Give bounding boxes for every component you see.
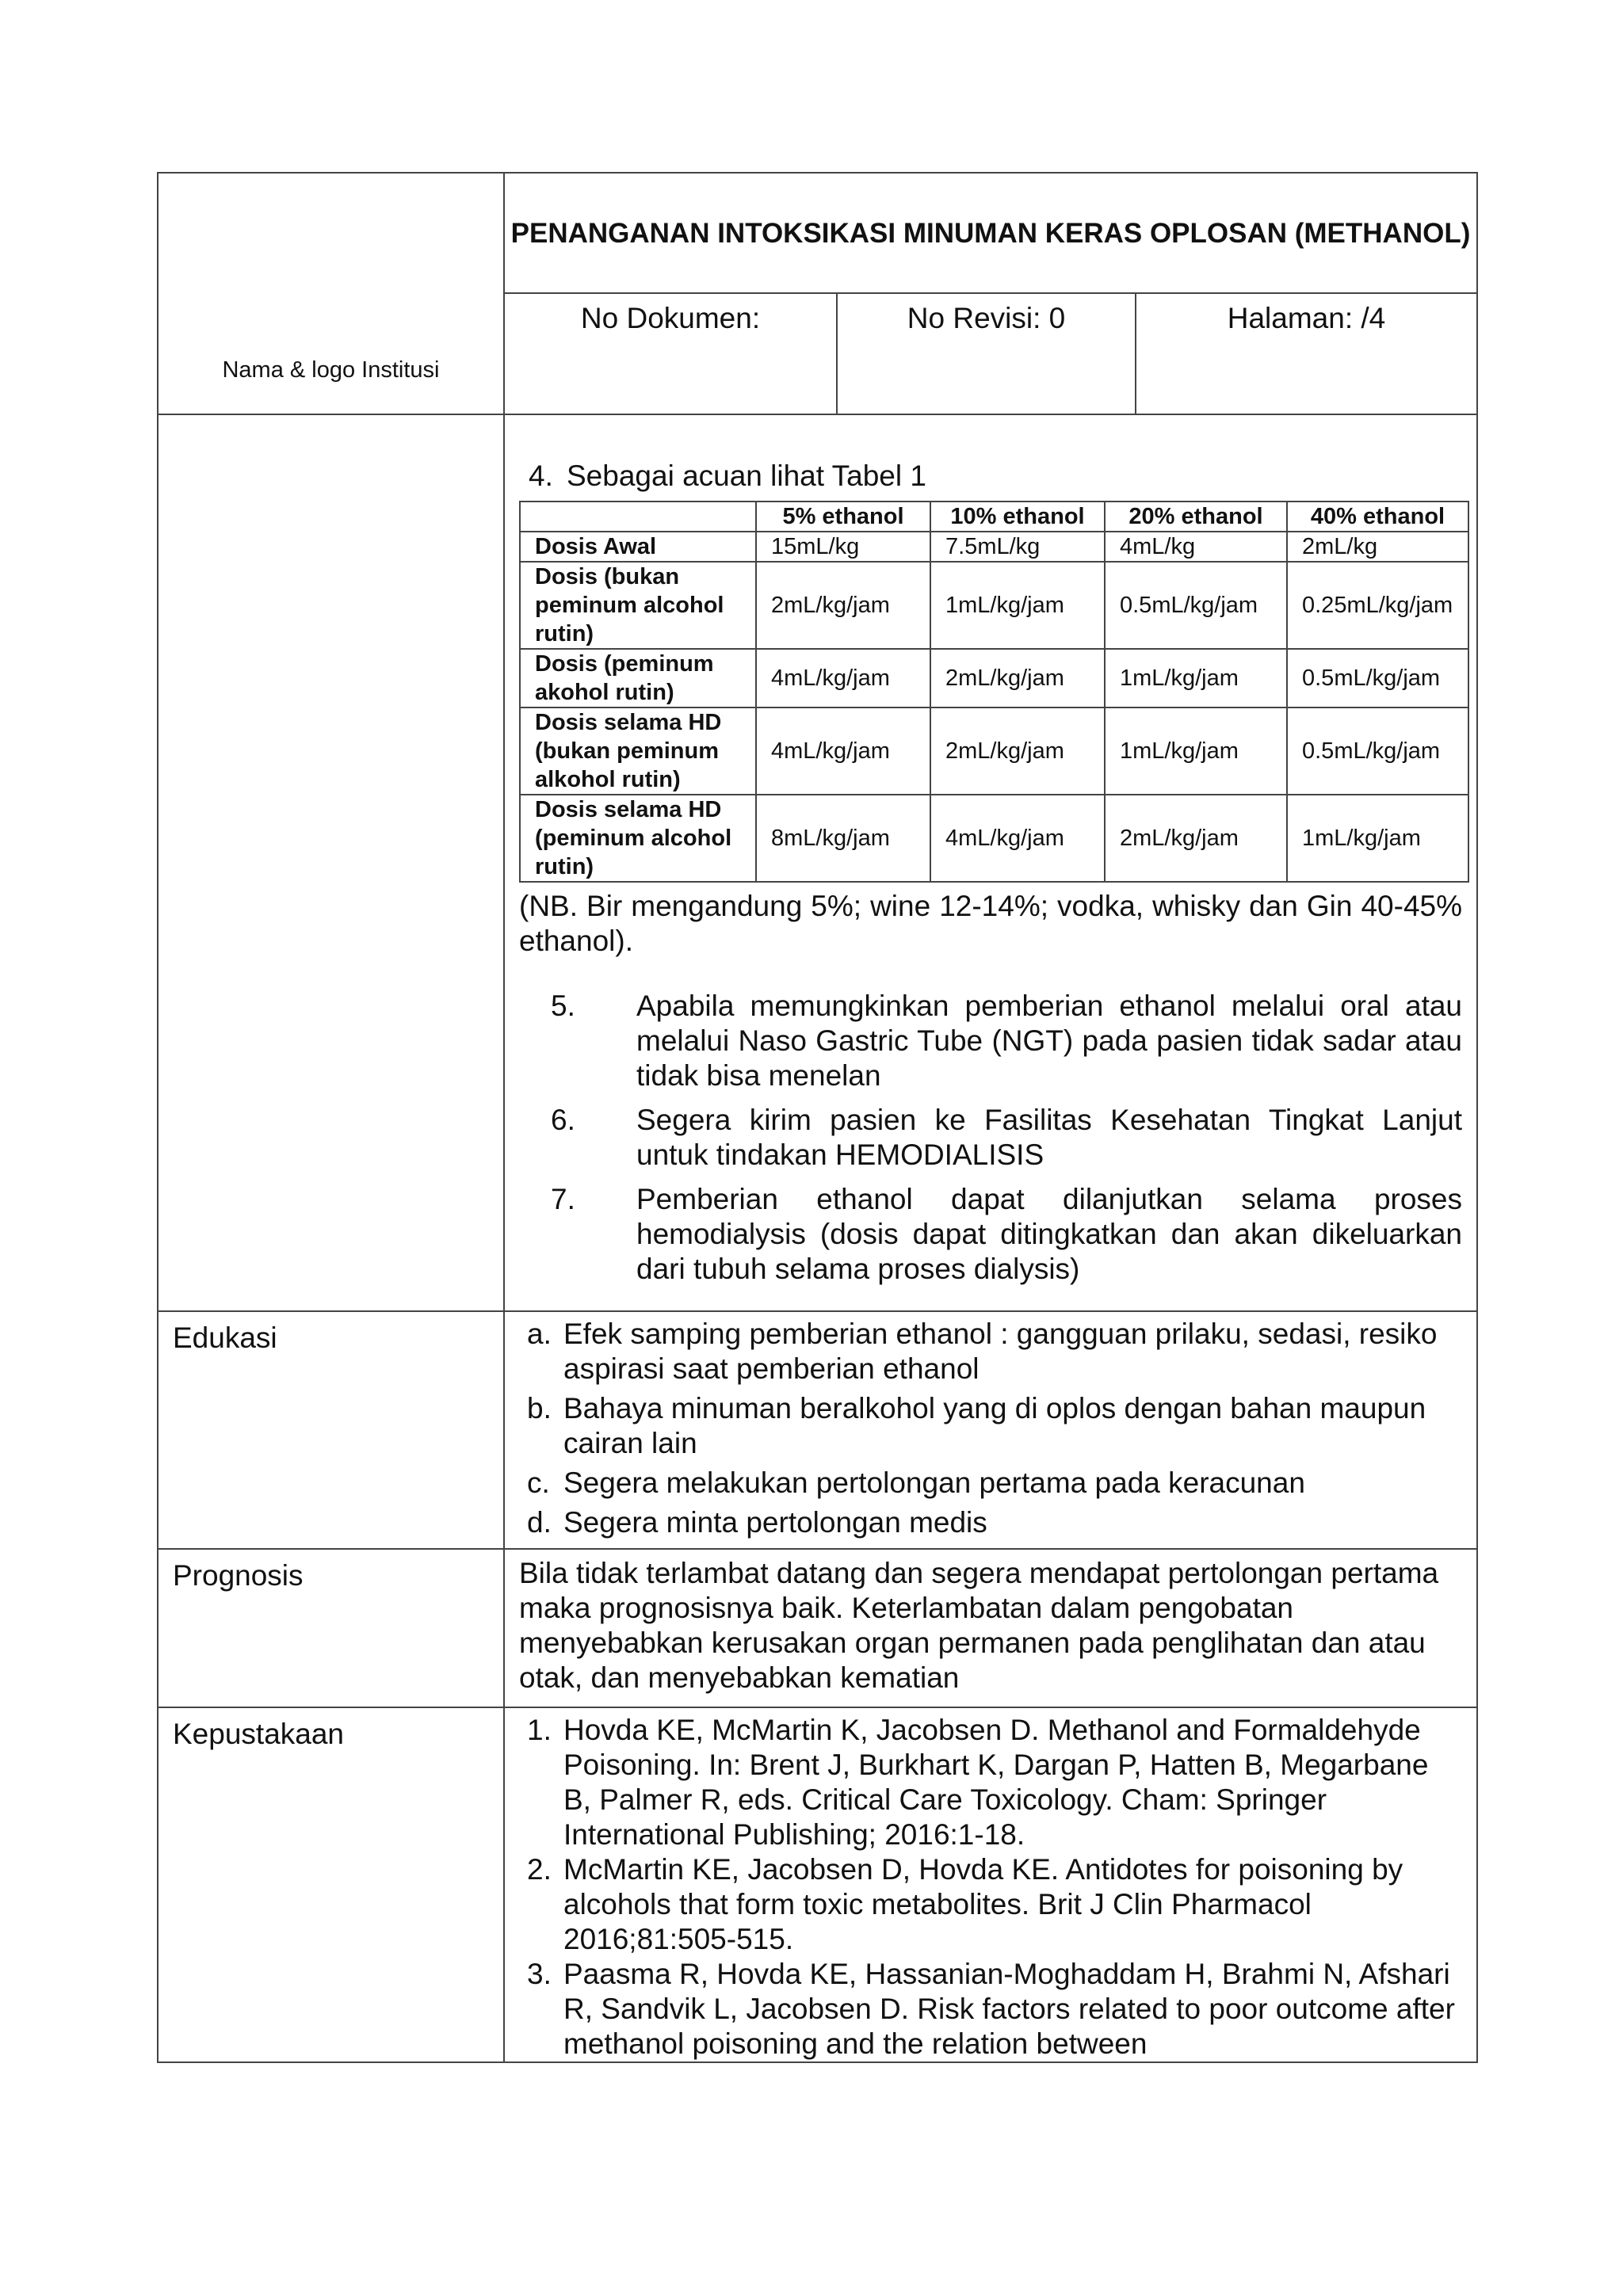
dose-row-label: Dosis selama HD (bukan peminum alkohol rutin) — [520, 707, 756, 795]
dose-table-row — [520, 707, 1468, 795]
prognosis-content-cell — [504, 1549, 1477, 1707]
reference-text: McMartin KE, Jacobsen D, Hovda KE. Antidotes for poisoning by alcohols that form toxic metabolites. Brit J Clin Pharmacol 2016;81:505-515. — [563, 1853, 1403, 1955]
item-text: Segera minta pertolongan medis — [563, 1506, 987, 1539]
dose-table-row — [520, 532, 1468, 562]
kepustakaan-label: Kepustakaan — [173, 1718, 345, 1750]
document-meta-row — [505, 294, 1476, 414]
item-letter: a. — [527, 1318, 552, 1350]
dose-cell: 7.5mL/kg — [930, 532, 1105, 562]
procedure-label-cell — [158, 414, 504, 1311]
dose-header-cell: 20% ethanol — [1105, 502, 1287, 532]
step-text: Pemberian ethanol dapat dilanjutkan selama proses hemodialysis (dosis dapat ditingkatkan dan akan dikeluarkan dari tubuh selama proses dialysis) — [636, 1183, 1462, 1285]
reference-text: Hovda KE, McMartin K, Jacobsen D. Methanol and Formaldehyde Poisoning. In: Brent J, Burkhart K, Dargan P, Hatten B, Megarbane B, Palmer R, eds. Critical Care Toxicology. Cham: Springer International Publishing; 2016:1-18. — [563, 1714, 1429, 1851]
edukasi-label-cell — [158, 1311, 504, 1549]
procedure-content-cell — [504, 414, 1477, 1311]
edukasi-item — [519, 1391, 1462, 1461]
ethanol-content-note: (NB. Bir mengandung 5%; wine 12-14%; vodka, whisky dan Gin 40-45% ethanol). — [519, 890, 1462, 957]
reference-item — [519, 1852, 1462, 1957]
dose-cell: 0.25mL/kg/jam — [1287, 562, 1468, 649]
kepustakaan-label-cell — [158, 1707, 504, 2062]
dose-table-row — [520, 562, 1468, 649]
reference-item — [519, 1957, 1462, 2061]
step-number: 5. — [551, 990, 575, 1022]
step-4 — [529, 460, 1462, 493]
edukasi-item — [519, 1317, 1462, 1386]
logo-cell — [158, 173, 504, 414]
reference-item — [519, 1713, 1462, 1852]
header-info-cell — [504, 173, 1477, 414]
dose-cell: 1mL/kg/jam — [930, 562, 1105, 649]
reference-text: Paasma R, Hovda KE, Hassanian-Moghaddam H, Brahmi N, Afshari R, Sandvik L, Jacobsen D. Risk factors related to poor outcome after methanol poisoning and the relation between — [563, 1958, 1455, 2060]
procedure-step — [519, 989, 1462, 1093]
logo-placeholder-text: Nama & logo Institusi — [222, 357, 440, 383]
item-text: Bahaya minuman beralkohol yang di oplos dengan bahan maupun cairan lain — [563, 1392, 1426, 1459]
dose-cell: 4mL/kg/jam — [756, 707, 930, 795]
dose-cell: 0.5mL/kg/jam — [1287, 649, 1468, 707]
dose-cell: 2mL/kg/jam — [930, 649, 1105, 707]
document-number: No Dokumen: — [505, 294, 838, 414]
dose-header-cell: 40% ethanol — [1287, 502, 1468, 532]
dose-header-cell — [520, 502, 756, 532]
dose-cell: 2mL/kg/jam — [756, 562, 930, 649]
dose-table-row — [520, 795, 1468, 882]
dose-cell: 1mL/kg/jam — [1105, 707, 1287, 795]
step-text: Sebagai acuan lihat Tabel 1 — [567, 460, 926, 492]
item-text: Efek samping pemberian ethanol : gangguan prilaku, sedasi, resiko aspirasi saat pemberian ethanol — [563, 1318, 1438, 1385]
reference-number: 2. — [527, 1853, 552, 1886]
dose-row-label: Dosis selama HD (peminum alcohol rutin) — [520, 795, 756, 882]
dose-table-row — [520, 649, 1468, 707]
header-row — [158, 173, 1477, 414]
item-letter: b. — [527, 1392, 552, 1425]
document-title: PENANGANAN INTOKSIKASI MINUMAN KERAS OPLOSAN (METHANOL) — [505, 174, 1476, 294]
procedure-step — [519, 1103, 1462, 1173]
document-sheet — [157, 172, 1478, 2063]
item-letter: c. — [527, 1466, 550, 1499]
prognosis-row — [158, 1549, 1477, 1707]
dose-cell: 1mL/kg/jam — [1105, 649, 1287, 707]
edukasi-item — [519, 1505, 1462, 1540]
edukasi-row — [158, 1311, 1477, 1549]
reference-list — [519, 1713, 1462, 2061]
procedure-step — [519, 1182, 1462, 1287]
step-text: Segera kirim pasien ke Fasilitas Kesehatan Tingkat Lanjut untuk tindakan HEMODIALISIS — [636, 1104, 1462, 1171]
prognosis-label: Prognosis — [173, 1559, 304, 1592]
prognosis-label-cell — [158, 1549, 504, 1707]
procedure-row — [158, 414, 1477, 1311]
step-number: 7. — [551, 1183, 575, 1215]
dose-cell: 2mL/kg/jam — [930, 707, 1105, 795]
page-number: Halaman: /4 — [1227, 302, 1386, 334]
dose-cell: 0.5mL/kg/jam — [1105, 562, 1287, 649]
edukasi-item — [519, 1466, 1462, 1501]
dose-header-cell: 10% ethanol — [930, 502, 1105, 532]
step-number: 6. — [551, 1104, 575, 1136]
dose-cell: 2mL/kg — [1287, 532, 1468, 562]
step-text: Apabila memungkinkan pemberian ethanol melalui oral atau melalui Naso Gastric Tube (NGT) pada pasien tidak sadar atau tidak bisa menelan — [636, 990, 1462, 1092]
step-number: 4. — [529, 460, 553, 492]
dose-cell: 0.5mL/kg/jam — [1287, 707, 1468, 795]
kepustakaan-content-cell — [504, 1707, 1477, 2062]
prognosis-text: Bila tidak terlambat datang dan segera mendapat pertolongan pertama maka prognosisnya baik. Keterlambatan dalam pengobatan menyebabkan kerusakan organ permanen pada penglihatan dan atau otak, dan menyebabkan kematian — [519, 1557, 1439, 1694]
dose-table-header-row — [520, 502, 1468, 532]
dose-row-label: Dosis (peminum akohol rutin) — [520, 649, 756, 707]
dose-cell: 1mL/kg/jam — [1287, 795, 1468, 882]
dose-cell: 2mL/kg/jam — [1105, 795, 1287, 882]
kepustakaan-row — [158, 1707, 1477, 2062]
revision-number: No Revisi: 0 — [838, 294, 1136, 414]
item-text: Segera melakukan pertolongan pertama pada keracunan — [563, 1466, 1305, 1499]
ethanol-dose-table — [519, 501, 1469, 883]
edukasi-list — [519, 1317, 1462, 1540]
dose-cell: 4mL/kg/jam — [930, 795, 1105, 882]
dose-cell: 4mL/kg — [1105, 532, 1287, 562]
dose-header-cell: 5% ethanol — [756, 502, 930, 532]
dose-cell: 4mL/kg/jam — [756, 649, 930, 707]
item-letter: d. — [527, 1506, 552, 1539]
dose-cell: 15mL/kg — [756, 532, 930, 562]
dose-row-label: Dosis Awal — [520, 532, 756, 562]
dose-cell: 8mL/kg/jam — [756, 795, 930, 882]
procedure-steps — [519, 989, 1462, 1287]
dose-row-label: Dosis (bukan peminum alcohol rutin) — [520, 562, 756, 649]
protocol-table — [157, 172, 1478, 2063]
edukasi-content-cell — [504, 1311, 1477, 1549]
reference-number: 3. — [527, 1958, 552, 1990]
edukasi-label: Edukasi — [173, 1322, 277, 1354]
reference-number: 1. — [527, 1714, 552, 1746]
